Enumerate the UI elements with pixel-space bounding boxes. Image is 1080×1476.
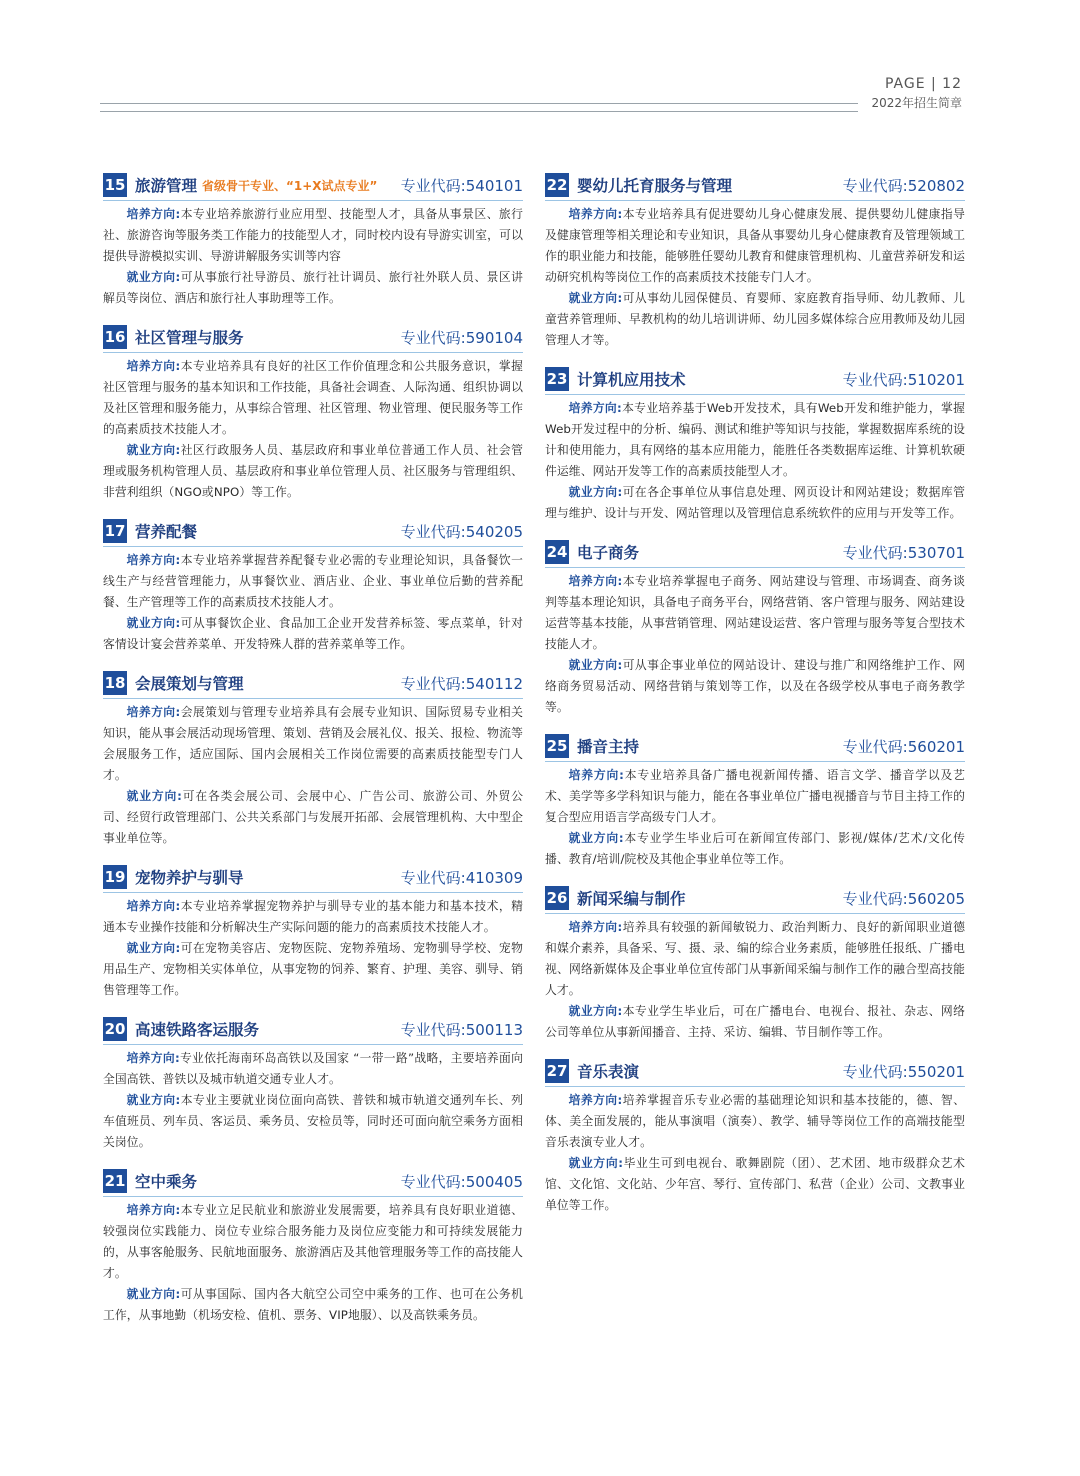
employment-paragraph <box>103 267 523 309</box>
training-text: 本专业立足民航业和旅游业发展需要，培养具有良好职业道德、较强岗位实践能力、岗位专业综合服务能力及岗位应变能力和可持续发展能力的，从事客舱服务、民航地面服务、旅游酒店及其他管理服务等工作的高技能人才。 <box>103 1203 523 1280</box>
employment-paragraph <box>545 828 965 870</box>
program-body <box>103 896 523 1001</box>
program-number-badge: 18 <box>103 671 127 695</box>
program-body <box>545 1090 965 1216</box>
program-title: 计算机应用技术 <box>577 371 686 389</box>
employment-paragraph <box>103 440 523 503</box>
employment-text: 可从事企事业单位的网站设计、建设与推广和网络维护工作、网络商务贸易活动、网络营销与策划等工作，以及在各级学校从事电子商务教学等。 <box>545 658 965 714</box>
program-entry <box>103 518 523 655</box>
program-code: 专业代码:410309 <box>400 868 523 887</box>
employment-text: 社区行政服务人员、基层政府和事业单位普通工作人员、社会管理或服务机构管理人员、基层政府和事业单位管理人员、社区服务与管理组织、非营利组织（NGO或NPO）等工作。 <box>103 443 523 499</box>
employment-label: 就业方向: <box>126 941 181 955</box>
employment-paragraph <box>545 288 965 351</box>
program-entry <box>545 366 965 524</box>
employment-label: 就业方向: <box>568 831 624 845</box>
program-code: 专业代码:530701 <box>842 543 965 562</box>
training-label: 培养方向: <box>568 1093 623 1107</box>
program-body <box>545 204 965 351</box>
program-entry <box>103 1016 523 1153</box>
program-header <box>103 864 523 890</box>
training-paragraph <box>545 398 965 482</box>
training-paragraph <box>545 571 965 655</box>
training-paragraph <box>545 765 965 828</box>
program-entry <box>545 172 965 351</box>
program-header <box>103 670 523 696</box>
program-number-badge: 16 <box>103 325 127 349</box>
training-text: 本专业培养掌握宠物养护与驯导专业的基本能力和基本技术，精通本专业操作技能和分析解决生产实际问题的能力的高素质技术技能人才。 <box>103 899 523 934</box>
employment-label: 就业方向: <box>126 1093 181 1107</box>
employment-label: 就业方向: <box>126 443 181 457</box>
training-paragraph <box>103 896 523 938</box>
employment-label: 就业方向: <box>568 658 623 672</box>
employment-label: 就业方向: <box>568 291 623 305</box>
employment-label: 就业方向: <box>568 1004 623 1018</box>
training-label: 培养方向: <box>126 899 181 913</box>
employment-text: 可从事国际、国内各大航空公司空中乘务的工作、也可在公务机工作，从事地勤（机场安检、值机、票务、VIP地服）、以及高铁乘务员。 <box>103 1287 523 1322</box>
training-label: 培养方向: <box>568 574 623 588</box>
employment-text: 可在各企事单位从事信息处理、网页设计和网站建设；数据库管理与维护、设计与开发、网站管理以及管理信息系统软件的应用与开发等工作。 <box>545 485 965 520</box>
employment-label: 就业方向: <box>126 270 181 284</box>
training-text: 本专业培养掌握营养配餐专业必需的专业理论知识，具备餐饮一线生产与经营管理能力，从事餐饮业、酒店业、企业、事业单位后勤的营养配餐、生产管理等工作的高素质技术技能人才。 <box>103 553 523 609</box>
program-title: 婴幼儿托育服务与管理 <box>577 177 733 195</box>
program-header <box>545 172 965 198</box>
program-header <box>545 733 965 759</box>
employment-paragraph <box>545 1153 965 1216</box>
program-title: 新闻采编与制作 <box>577 890 686 908</box>
program-entry <box>545 733 965 870</box>
employment-text: 可从事旅行社导游员、旅行社计调员、旅行社外联人员、景区讲解员等岗位、酒店和旅行社人事助理等工作。 <box>103 270 523 305</box>
program-number-badge: 20 <box>103 1017 127 1041</box>
program-body <box>103 204 523 309</box>
program-number-badge: 26 <box>545 886 569 910</box>
employment-label: 就业方向: <box>126 1287 181 1301</box>
program-header <box>545 885 965 911</box>
training-label: 培养方向: <box>126 207 181 221</box>
program-body <box>545 398 965 524</box>
program-code: 专业代码:550201 <box>842 1062 965 1081</box>
training-paragraph <box>103 1048 523 1090</box>
training-label: 培养方向: <box>568 401 622 415</box>
employment-paragraph <box>103 1090 523 1153</box>
program-title: 空中乘务 <box>135 1173 198 1191</box>
training-label: 培养方向: <box>126 1203 181 1217</box>
employment-text: 可从事幼儿园保健员、育婴师、家庭教育指导师、幼儿教师、儿童营养管理师、早教机构的幼儿培训讲师、幼儿园多媒体综合应用教师及幼儿园管理人才等。 <box>545 291 965 347</box>
program-number-badge: 22 <box>545 173 569 197</box>
page-subtitle: 2022年招生简章 <box>871 96 962 110</box>
program-entry <box>545 1058 965 1216</box>
employment-text: 本专业学生毕业后可在新闻宣传部门、影视/媒体/艺术/文化传播、教育/培训/院校及其他企事业单位等工作。 <box>545 831 966 866</box>
program-code: 专业代码:590104 <box>400 328 523 347</box>
training-text: 本专业培养具有良好的社区工作价值理念和公共服务意识，掌握社区管理与服务的基本知识和工作技能，具备社会调查、人际沟通、组织协调以及社区管理和服务能力，从事综合管理、社区管理、物业管理、便民服务等工作的高素质技术技能人才。 <box>103 359 523 436</box>
program-title: 音乐表演 <box>577 1063 640 1081</box>
program-code: 专业代码:520802 <box>842 176 965 195</box>
program-header <box>545 1058 965 1084</box>
page-number: PAGE | 12 <box>884 76 962 92</box>
program-header <box>103 518 523 544</box>
employment-text: 本专业学生毕业后，可在广播电台、电视台、报社、杂志、网络公司等单位从事新闻播音、主持、采访、编辑、节目制作等工作。 <box>545 1004 965 1039</box>
employment-paragraph <box>545 482 965 524</box>
program-header <box>103 324 523 350</box>
training-paragraph <box>545 204 965 288</box>
program-title: 电子商务 <box>577 544 640 562</box>
employment-label: 就业方向: <box>126 789 182 803</box>
program-title: 营养配餐 <box>135 523 198 541</box>
page-header <box>871 76 962 111</box>
employment-text: 可在宠物美容店、宠物医院、宠物养殖场、宠物驯导学校、宠物用品生产、宠物相关实体单位，从事宠物的饲养、繁育、护理、美容、驯导、销售管理等工作。 <box>103 941 523 997</box>
program-entry <box>103 324 523 503</box>
program-body <box>103 356 523 503</box>
program-code: 专业代码:540112 <box>400 674 523 693</box>
training-label: 培养方向: <box>126 1051 180 1065</box>
left-column <box>103 172 523 1341</box>
program-code: 专业代码:540101 <box>400 176 523 195</box>
program-number-badge: 17 <box>103 519 127 543</box>
program-body <box>545 571 965 718</box>
program-entry <box>545 539 965 718</box>
program-number-badge: 23 <box>545 367 569 391</box>
program-code: 专业代码:540205 <box>400 522 523 541</box>
training-paragraph <box>103 550 523 613</box>
training-text: 培养具有较强的新闻敏锐力、政治判断力、良好的新闻职业道德和媒介素养，具备采、写、摄、录、编的综合业务素质，能够胜任报纸、广播电视、网络新媒体及企事业单位宣传部门从事新闻采编与制作工作的融合型高技能人才。 <box>545 920 965 997</box>
training-label: 培养方向: <box>126 705 181 719</box>
training-text: 本专业培养具有促进婴幼儿身心健康发展、提供婴幼儿健康指导及健康管理等相关理论和专业知识，具备从事婴幼儿身心健康教育及管理领域工作的职业能力和技能，能够胜任婴幼儿教育和健康管理机构、儿童营养研发和运动研究机构等岗位工作的高素质技术技能专门人才。 <box>545 207 965 284</box>
program-number-badge: 19 <box>103 865 127 889</box>
employment-paragraph <box>103 938 523 1001</box>
training-text: 本专业培养具备广播电视新闻传播、语言文学、播音学以及艺术、美学等多学科知识与能力，能在各事业单位广播电视播音与节目主持工作的复合型应用语言学高级专门人才。 <box>545 768 966 824</box>
program-entry <box>545 885 965 1043</box>
program-code: 专业代码:500113 <box>400 1020 523 1039</box>
program-title: 播音主持 <box>577 738 640 756</box>
training-text: 专业依托海南环岛高铁以及国家 “一带一路”战略，主要培养面向全国高铁、普铁以及城市轨道交通专业人才。 <box>103 1051 523 1086</box>
training-label: 培养方向: <box>568 920 623 934</box>
program-body <box>545 917 965 1043</box>
training-label: 培养方向: <box>126 553 181 567</box>
employment-paragraph <box>545 1001 965 1043</box>
training-text: 本专业培养掌握电子商务、网站建设与管理、市场调查、商务谈判等基本理论知识，具备电子商务平台，网络营销、客户管理与服务、网站建设运营等基本技能，从事营销管理、网站建设运营、客户管理与服务等复合型技术技能人才。 <box>545 574 965 651</box>
program-entry <box>103 864 523 1001</box>
program-header <box>103 1016 523 1042</box>
employment-text: 可在各类会展公司、会展中心、广告公司、旅游公司、外贸公司、经贸行政管理部门、公共关系部门与发展开拓部、会展管理机构、大中型企事业单位等。 <box>103 789 524 845</box>
training-paragraph <box>103 204 523 267</box>
header-rule <box>100 111 858 112</box>
employment-label: 就业方向: <box>126 616 181 630</box>
employment-text: 毕业生可到电视台、歌舞剧院（团）、艺术团、地市级群众艺术馆、文化馆、文化站、少年宫、琴行、宣传部门、私营（企业）公司、文教事业单位等工作。 <box>545 1156 966 1212</box>
program-title: 社区管理与服务 <box>135 329 244 347</box>
training-text: 本专业培养基于Web开发技术，具有Web开发和维护能力，掌握Web开发过程中的分析、编码、测试和维护等知识与技能，掌握数据库系统的设计和使用能力，具有网络的基本应用能力，能胜任各类数据库运维、计算机软硬件运维、网站开发等工作的高素质技能型人才。 <box>545 401 965 478</box>
employment-label: 就业方向: <box>568 1156 624 1170</box>
program-entry <box>103 172 523 309</box>
program-tag: 省级骨干专业、“1+X试点专业” <box>202 178 378 193</box>
employment-paragraph <box>103 1284 523 1326</box>
program-code: 专业代码:560201 <box>842 737 965 756</box>
program-header <box>545 366 965 392</box>
program-number-badge: 24 <box>545 540 569 564</box>
header-rule <box>100 103 858 104</box>
training-label: 培养方向: <box>126 359 181 373</box>
program-title: 高速铁路客运服务 <box>135 1021 260 1039</box>
program-code: 专业代码:560205 <box>842 889 965 908</box>
employment-paragraph <box>545 655 965 718</box>
training-text: 会展策划与管理专业培养具有会展专业知识、国际贸易专业相关知识，能从事会展活动现场管理、策划、营销及会展礼仪、报关、报检、物流等会展服务工作，适应国际、国内会展相关工作岗位需要的高素质技能型专门人才。 <box>103 705 523 782</box>
training-text: 本专业培养旅游行业应用型、技能型人才，具备从事景区、旅行社、旅游咨询等服务类工作能力的技能型人才，同时校内设有导游实训室，可以提供导游模拟实训、导游讲解服务实训等内容 <box>103 207 523 263</box>
program-body <box>103 702 523 849</box>
program-entry <box>103 1168 523 1326</box>
program-body <box>103 1200 523 1326</box>
training-text: 培养掌握音乐专业必需的基础理论知识和基本技能的，德、智、体、美全面发展的，能从事演唱（演奏）、教学、辅导等岗位工作的高端技能型音乐表演专业人才。 <box>545 1093 965 1149</box>
program-number-badge: 27 <box>545 1059 569 1083</box>
training-paragraph <box>545 917 965 1001</box>
program-header <box>103 172 523 198</box>
program-title: 会展策划与管理 <box>135 675 244 693</box>
right-column <box>545 172 965 1231</box>
program-header <box>103 1168 523 1194</box>
program-code: 专业代码:500405 <box>400 1172 523 1191</box>
program-title: 宠物养护与驯导 <box>135 869 244 887</box>
program-code: 专业代码:510201 <box>842 370 965 389</box>
training-paragraph <box>103 702 523 786</box>
program-body <box>545 765 965 870</box>
program-header <box>545 539 965 565</box>
employment-paragraph <box>103 786 523 849</box>
program-body <box>103 550 523 655</box>
employment-text: 本专业主要就业岗位面向高铁、普铁和城市轨道交通列车长、列车值班员、列车员、客运员、乘务员、安检员等，同时还可面向航空乘务方面相关岗位。 <box>103 1093 523 1149</box>
training-label: 培养方向: <box>568 768 624 782</box>
training-paragraph <box>545 1090 965 1153</box>
training-paragraph <box>103 1200 523 1284</box>
training-label: 培养方向: <box>568 207 623 221</box>
training-paragraph <box>103 356 523 440</box>
program-body <box>103 1048 523 1153</box>
program-number-badge: 25 <box>545 734 569 758</box>
employment-paragraph <box>103 613 523 655</box>
program-entry <box>103 670 523 849</box>
program-title: 旅游管理 <box>135 177 198 195</box>
employment-text: 可从事餐饮企业、食品加工企业开发营养标签、零点菜单，针对客情设计宴会营养菜单、开发特殊人群的营养菜单等工作。 <box>103 616 523 651</box>
program-number-badge: 21 <box>103 1169 127 1193</box>
employment-label: 就业方向: <box>568 485 623 499</box>
program-number-badge: 15 <box>103 173 127 197</box>
